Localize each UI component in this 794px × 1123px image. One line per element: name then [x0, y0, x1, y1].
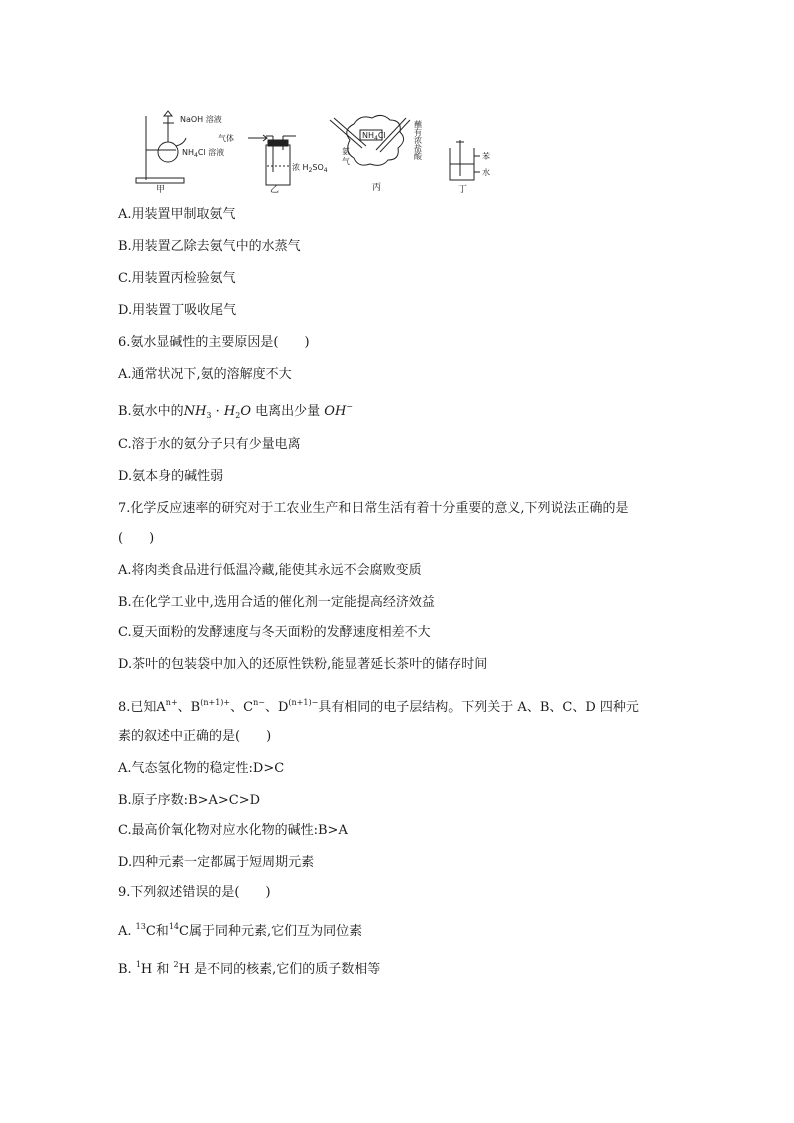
bing-ammonia-label-1: 氨	[342, 147, 350, 156]
q6-stem: 6.氨水显碱性的主要原因是( )	[118, 335, 310, 350]
q9-option-a: A. $^{13}$C和$^{14}$C属于同种元素,它们互为同位素	[118, 922, 363, 939]
ding-water-label: 水	[482, 168, 490, 177]
q5-option-a: A.用装置甲制取氨气	[118, 207, 236, 222]
q7-option-a: A.将肉类食品进行低温冷藏,能使其永远不会腐败变质	[118, 563, 422, 578]
q9-stem: 9.下列叙述错误的是( )	[118, 885, 271, 900]
ding-caption: 丁	[458, 185, 468, 194]
bing-ammonia-label-2: 气	[342, 157, 350, 166]
q6-option-a: A.通常状况下,氨的溶解度不大	[118, 367, 292, 382]
q7-option-d: D.茶叶的包装袋中加入的还原性铁粉,能显著延长茶叶的储存时间	[118, 657, 488, 672]
q7-option-b: B.在化学工业中,选用合适的催化剂一定能提高经济效益	[118, 595, 435, 610]
bing-rod-label: 蘸有浓盐酸	[413, 120, 423, 160]
q6-option-d: D.氨本身的碱性弱	[118, 469, 224, 484]
q8-option-b: B.原子序数:B>A>C>D	[118, 793, 261, 808]
q5-option-b: B.用装置乙除去氨气中的水蒸气	[118, 239, 301, 254]
bing-caption: 丙	[372, 183, 382, 193]
q8-stem-line2: 素的叙述中正确的是( )	[118, 729, 272, 744]
yi-acid-label: 浓 $H_2SO_4$	[292, 163, 328, 174]
jia-naoh-label: NaOH 溶液	[180, 115, 222, 124]
bing-nh4cl-label: $NH_4Cl$	[362, 131, 386, 142]
jia-caption: 甲	[156, 185, 166, 194]
q8-option-d: D.四种元素一定都属于短周期元素	[118, 855, 315, 870]
q7-stem: 7.化学反应速率的研究对于工农业生产和日常生活有着十分重要的意义,下列说法正确的是	[118, 501, 629, 516]
q8-option-c: C.最高价氧化物对应水化物的碱性:B>A	[118, 823, 348, 838]
yi-caption: 乙	[270, 185, 280, 194]
q7-paren: ( )	[118, 531, 155, 546]
apparatus-figure	[130, 110, 510, 194]
jia-nh4cl-label: $NH_4Cl$ 溶液	[182, 148, 225, 159]
apparatus-jia	[136, 111, 186, 183]
q7-option-c: C.夏天面粉的发酵速度与冬天面粉的发酵速度相差不大	[118, 625, 431, 640]
q8-option-a: A.气态氢化物的稳定性:D>C	[118, 761, 285, 776]
q5-option-c: C.用装置丙检验氨气	[118, 271, 236, 286]
q8-stem: 8.已知$A^{n+}$、$B^{(n+1)+}$、$C^{n-}$、$D^{(n+1)-}$具有相同的电子层结构。下列关于 A、B、C、D 四种元	[118, 698, 639, 715]
q6-option-c: C.溶于水的氨分子只有少量电离	[118, 437, 301, 452]
q5-option-d: D.用装置丁吸收尾气	[118, 303, 237, 318]
ding-benzene-label: 苯	[482, 152, 490, 161]
q9-option-b: B. $^1$H 和 $^2$H 是不同的核素,它们的质子数相等	[118, 960, 381, 977]
q6-option-b: B.氨水中的$NH_3 \cdot H_2O$ 电离出少量 OH−	[118, 402, 353, 420]
apparatus-yi	[248, 135, 296, 185]
yi-gas-label: 气体	[218, 134, 234, 143]
apparatus-ding	[450, 140, 480, 180]
